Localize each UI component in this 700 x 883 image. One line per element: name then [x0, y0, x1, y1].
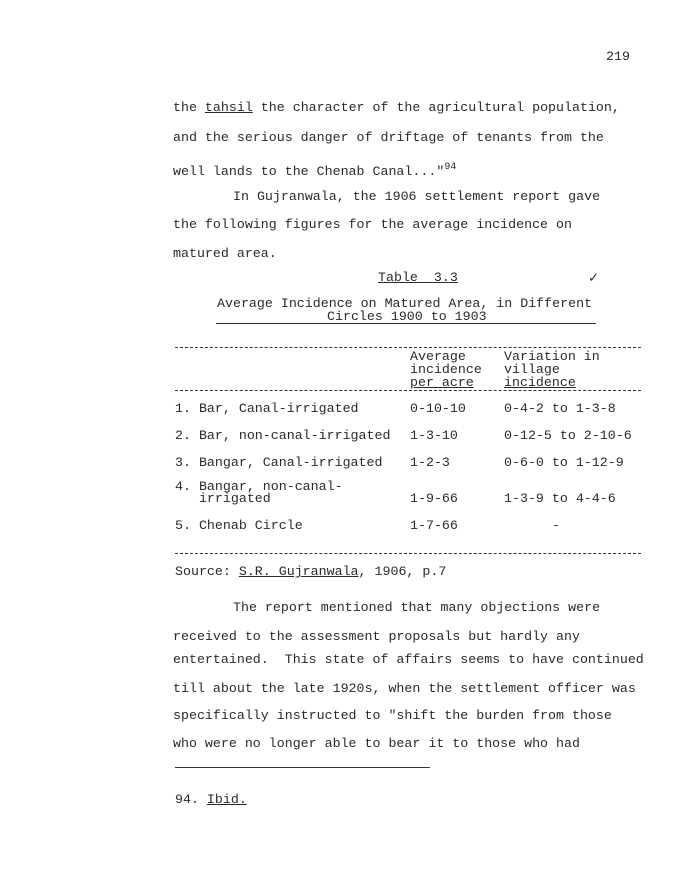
table-rule: [175, 553, 641, 554]
body-line: The report mentioned that many objections were: [233, 600, 601, 615]
body-line: specifically instructed to "shift the burden from those: [173, 708, 612, 723]
table-source: Source: S.R. Gujranwala, 1906, p.7: [175, 564, 447, 579]
body-line: entertained. This state of affairs seems to have continued: [173, 652, 644, 667]
body-line: well lands to the Chenab Canal..."$^{94}$: [173, 162, 457, 179]
checkmark-icon: ✓: [588, 271, 600, 286]
body-line: received to the assessment proposals but hardly any: [173, 629, 580, 644]
body-line: In Gujranwala, the 1906 settlement report gave: [233, 189, 601, 204]
title-underline: [216, 323, 596, 324]
body-line: who were no longer able to bear it to those who had: [173, 736, 580, 751]
table-rule: [175, 390, 641, 391]
table-rule: [175, 347, 641, 348]
body-line: till about the late 1920s, when the settlement officer was: [173, 681, 636, 696]
header-avg: Average incidence per acre: [410, 349, 482, 390]
table-label: Table 3.3: [378, 270, 458, 285]
header-variation: Variation in village incidence: [504, 349, 600, 390]
body-line: the tahsil the character of the agricultural population,: [173, 100, 620, 115]
table-title: Circles 1900 to 1903: [327, 309, 487, 324]
footnote: 94. Ibid.: [175, 792, 247, 807]
footnote-separator: [175, 767, 430, 768]
body-line: the following figures for the average incidence on: [173, 217, 572, 232]
footnote-ref: 94: [444, 162, 457, 173]
body-line: and the serious danger of driftage of tenants from the: [173, 130, 604, 145]
table-title: Average Incidence on Matured Area, in Different: [217, 296, 593, 311]
page-number: 219: [606, 49, 630, 64]
body-line: matured area.: [173, 246, 277, 261]
